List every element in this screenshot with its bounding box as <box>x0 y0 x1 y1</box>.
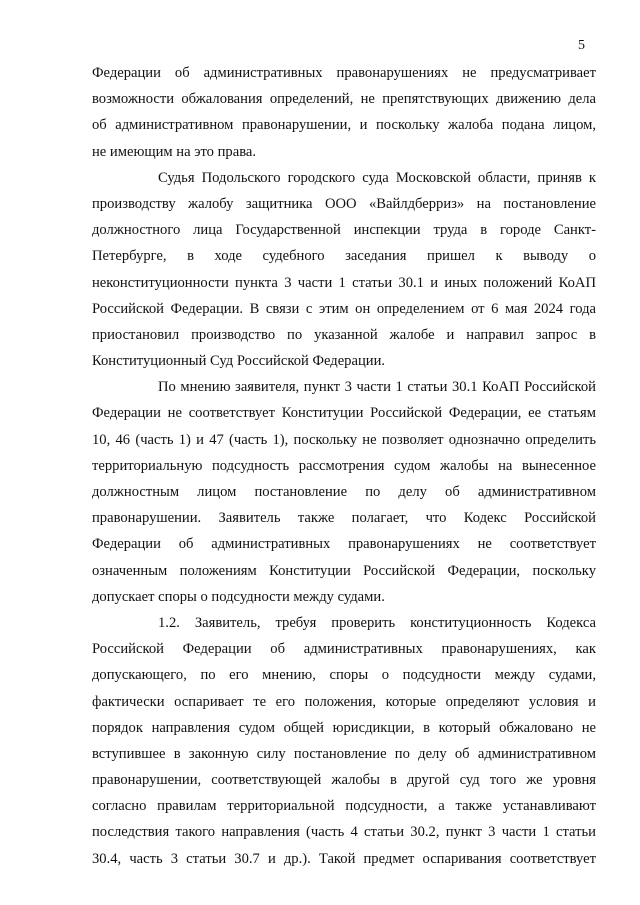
text-line: означенным положениям Конституции Российской Федерации, поскольку <box>92 562 596 579</box>
text-line: фактически оспаривает те его положения, которые определяют условия и <box>92 693 596 710</box>
text-line: Российской Федерации. В связи с этим он определением от 6 мая 2024 года <box>92 300 596 317</box>
text-line: Судья Подольского городского суда Московской области, приняв к <box>158 169 596 186</box>
text-line: последствия такого направления (часть 4 статьи 30.2, пункт 3 части 1 статьи <box>92 824 596 841</box>
text-line: правонарушении, соответствующей жалобы в другой суд того же уровня <box>92 772 596 789</box>
text-line: порядок направления судом общей юрисдикции, в который обжаловано не <box>92 719 596 736</box>
text-line: 30.4, часть 3 статьи 30.7 и др.). Такой предмет оспаривания соответствует <box>92 850 596 867</box>
text-line: территориальную подсудность рассмотрения судом жалобы на вынесенное <box>92 457 596 474</box>
text-line: 1.2. Заявитель, требуя проверить конституционность Кодекса <box>158 614 596 631</box>
text-line: Федерации не соответствует Конституции Российской Федерации, ее статьям <box>92 405 596 422</box>
text-line: допускает споры о подсудности между судами. <box>92 588 385 605</box>
text-line: Федерации об административных правонарушениях не соответствует <box>92 536 596 553</box>
text-line: Российской Федерации об административных правонарушениях, как <box>92 641 596 658</box>
text-line: должностным лицом постановление по делу об административном <box>92 484 596 500</box>
text-line: 10, 46 (часть 1) и 47 (часть 1), поскольку не позволяет однозначно определить <box>92 431 596 448</box>
text-line: возможности обжалования определений, не препятствующих движению дела <box>92 91 596 108</box>
text-line: приостановил производство по указанной жалобе и направил запрос в <box>92 326 596 343</box>
text-line: неконституционности пункта 3 части 1 статьи 30.1 и иных положений КоАП <box>92 274 596 291</box>
text-line: Конституционный Суд Российской Федерации. <box>92 353 386 370</box>
text-line: согласно правилам территориальной подсудности, а также устанавливают <box>92 798 596 815</box>
text-line: производству жалобу защитника ООО «Вайлдберриз» на постановление <box>92 195 596 212</box>
text-line: должностного лица Государственной инспекции труда в городе Санкт- <box>92 222 596 239</box>
text-line: Петербурге, в ходе судебного заседания пришел к выводу о <box>92 248 596 265</box>
text-line: допускающего, по его мнению, споры о подсудности между судами, <box>92 667 596 684</box>
text-line: Федерации об административных правонарушениях не предусматривает <box>92 65 596 81</box>
text-line: не имеющим на это права. <box>92 143 257 160</box>
body-text <box>92 60 596 872</box>
text-line: вступившее в законную силу постановление по делу об административном <box>92 745 596 762</box>
text-line: правонарушении. Заявитель также полагает, что Кодекс Российской <box>92 510 596 527</box>
page-number: 5 <box>578 38 585 53</box>
text-line: об административном правонарушении, и поскольку жалоба подана лицом, <box>92 117 596 134</box>
text-line: По мнению заявителя, пункт 3 части 1 статьи 30.1 КоАП Российской <box>158 379 596 396</box>
